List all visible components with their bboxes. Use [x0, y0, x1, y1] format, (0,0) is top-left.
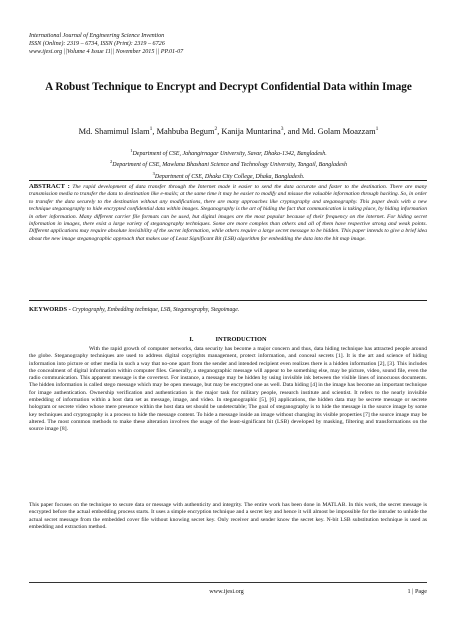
author-name: Md. Shamimul Islam: [78, 126, 150, 136]
author-name: Kanija Muntarina: [221, 126, 281, 136]
author-name: Md. Golam Moazzam: [301, 126, 376, 136]
keywords-label: KEYWORDS -: [29, 306, 71, 313]
author-affil-mark: 1: [149, 126, 153, 132]
author-affil-mark: 2: [214, 126, 218, 132]
keywords: [29, 306, 427, 314]
journal-name: International Journal of Engineering Science Invention: [29, 33, 165, 39]
author-list: [29, 124, 428, 137]
author-affil-mark: 1: [375, 126, 379, 132]
author-affil-mark: 3: [280, 126, 284, 132]
affiliation-text: Department of CSE, Dhaka City College, Dhaka, Bangladesh.: [154, 173, 305, 180]
abstract-text: The rapid development of data transfer through the Internet made it easier to send the data accurate and faster to the destination. There are many transmission media to transfer the data to destination like e-mails; at the same time it may be easier to modify and misuse the valuable information through hacking. So, in order to transfer the data securely to the destination without any modifications, there are many approaches like cryptography and steganography. This paper deals with a new technique steganography to hide encrypted confidential data within images. Steganography is the art of hiding the fact that communication is taking place, by hiding information in other information. Many different carrier file formats can be used, but digital images are the most popular because of their frequency on the internet. For hiding secret information in images, there exist a large variety of steganography techniques. Some are more complex than others and all of them have respective strong and weak points. Different applications may require absolute invisibility of the secret information, while others require a large secret message to be hidden. This paper intends to give a brief idea about the new image steganographic approach that makes use of Least Significant Bit (LSB) algorithm for embedding the data into the bit map image.: [29, 184, 427, 242]
author-separator: , and: [283, 126, 302, 136]
footer-url: www.ijesi.org: [209, 588, 244, 595]
affiliation-mark: 2: [110, 159, 113, 165]
affiliation-mark: 1: [130, 148, 133, 153]
affiliation-text: Department of CSE, Mawlana Bhashani Science and Technology University, Tangail, Bangladesh: [112, 162, 347, 169]
affiliation: [29, 147, 428, 158]
footer-page-number: 1 | Page: [407, 588, 427, 595]
section-heading: [29, 336, 427, 344]
abstract-bottom-rule: [29, 300, 427, 301]
abstract-top-rule: [29, 180, 427, 181]
paper-title: A Robust Technique to Encrypt and Decrypt Confidential Data within Image: [45, 81, 412, 93]
author-name: Mahbuba Begum: [156, 126, 215, 136]
body-paragraph: With the rapid growth of computer networks, data security has become a major concern and thus, data hiding technique has attracted people around the globe. Steganography techniques are used to address digital copyrights management, protect information, and conceal secrets [1]. It is the art and science of hiding information into picture or other media in such a way that no-one apart from the sender and intended recipient even realizes there is a hidden information [2], [3]. This includes the concealment of digital information within computer files. Generally, a steganographic message will appear to be something else, may be picture, video, sound file, even the radio communication. This apparent message is the covertext. For instance, a message may be hidden by using invisible ink between the visible lines of innocuous documents. The hidden information is called stego message which may be open message, but may be encrypted one as well. Data hiding [4] in the image has become an important technique for image authentication. Ownership verification and authentication is the major task for military people, research institute and scientist. It refers to the nearly invisible embedding of information within a host data set as message, image, and video. In steganographic [5], [6] applications, the hidden data may be secrete message or secrete hologram or secrete video whose mere presence within the host data set should be undetectable; The goal of steganography is to hide the message in the source image by some key techniques and cryptography is a process to hide the message content. To hide a message inside an image without changing its visible properties [7] the source image may be altered. The most common methods to make these alteration involves the usage of the least-significant bit (LSB) developed by masking, filtering and transformations on the source image [8].: [29, 346, 427, 433]
journal-volume: www.ijesi.org ||Volume 4 Issue 11|| November 2015 || PP.01-07: [29, 49, 184, 55]
journal-issn: ISSN (Online): 2319 – 6734, ISSN (Print): 2319 – 6726: [29, 41, 165, 47]
footer-rule: [29, 582, 427, 583]
section-number: I.: [189, 336, 194, 343]
affiliation-text: Department of CSE, Jahangirnagar University, Savar, Dhaka-1342, Bangladesh.: [132, 151, 327, 157]
author-separator: ,: [217, 126, 222, 136]
affiliation: [29, 158, 428, 169]
affiliation-mark: 3: [152, 170, 155, 176]
section-title: INTRODUCTION: [215, 336, 267, 343]
keywords-text: Cryptography, Embedding technique, LSB, Steganography, Stegoimage.: [72, 307, 240, 313]
author-separator: ,: [152, 126, 157, 136]
body-paragraph: This paper focuses on the technique to secure data or message with authenticity and integrity. The entire work has been done in MATLAB. In this work, the secret message is encrypted before the actual embedding process starts. It uses a simple encryption technique and a secret key and hence it will almost be impossible for the intruder to unhide the actual secret message from the embedded cover file without knowing secret key. Only receiver and sender know the secret key. N-bit LSB substitution technique is used as embedding and extraction method.: [29, 502, 427, 530]
abstract: [29, 183, 427, 243]
abstract-label: ABSTRACT :: [29, 183, 70, 190]
affiliation-list: [29, 147, 428, 181]
journal-header: [29, 32, 183, 56]
